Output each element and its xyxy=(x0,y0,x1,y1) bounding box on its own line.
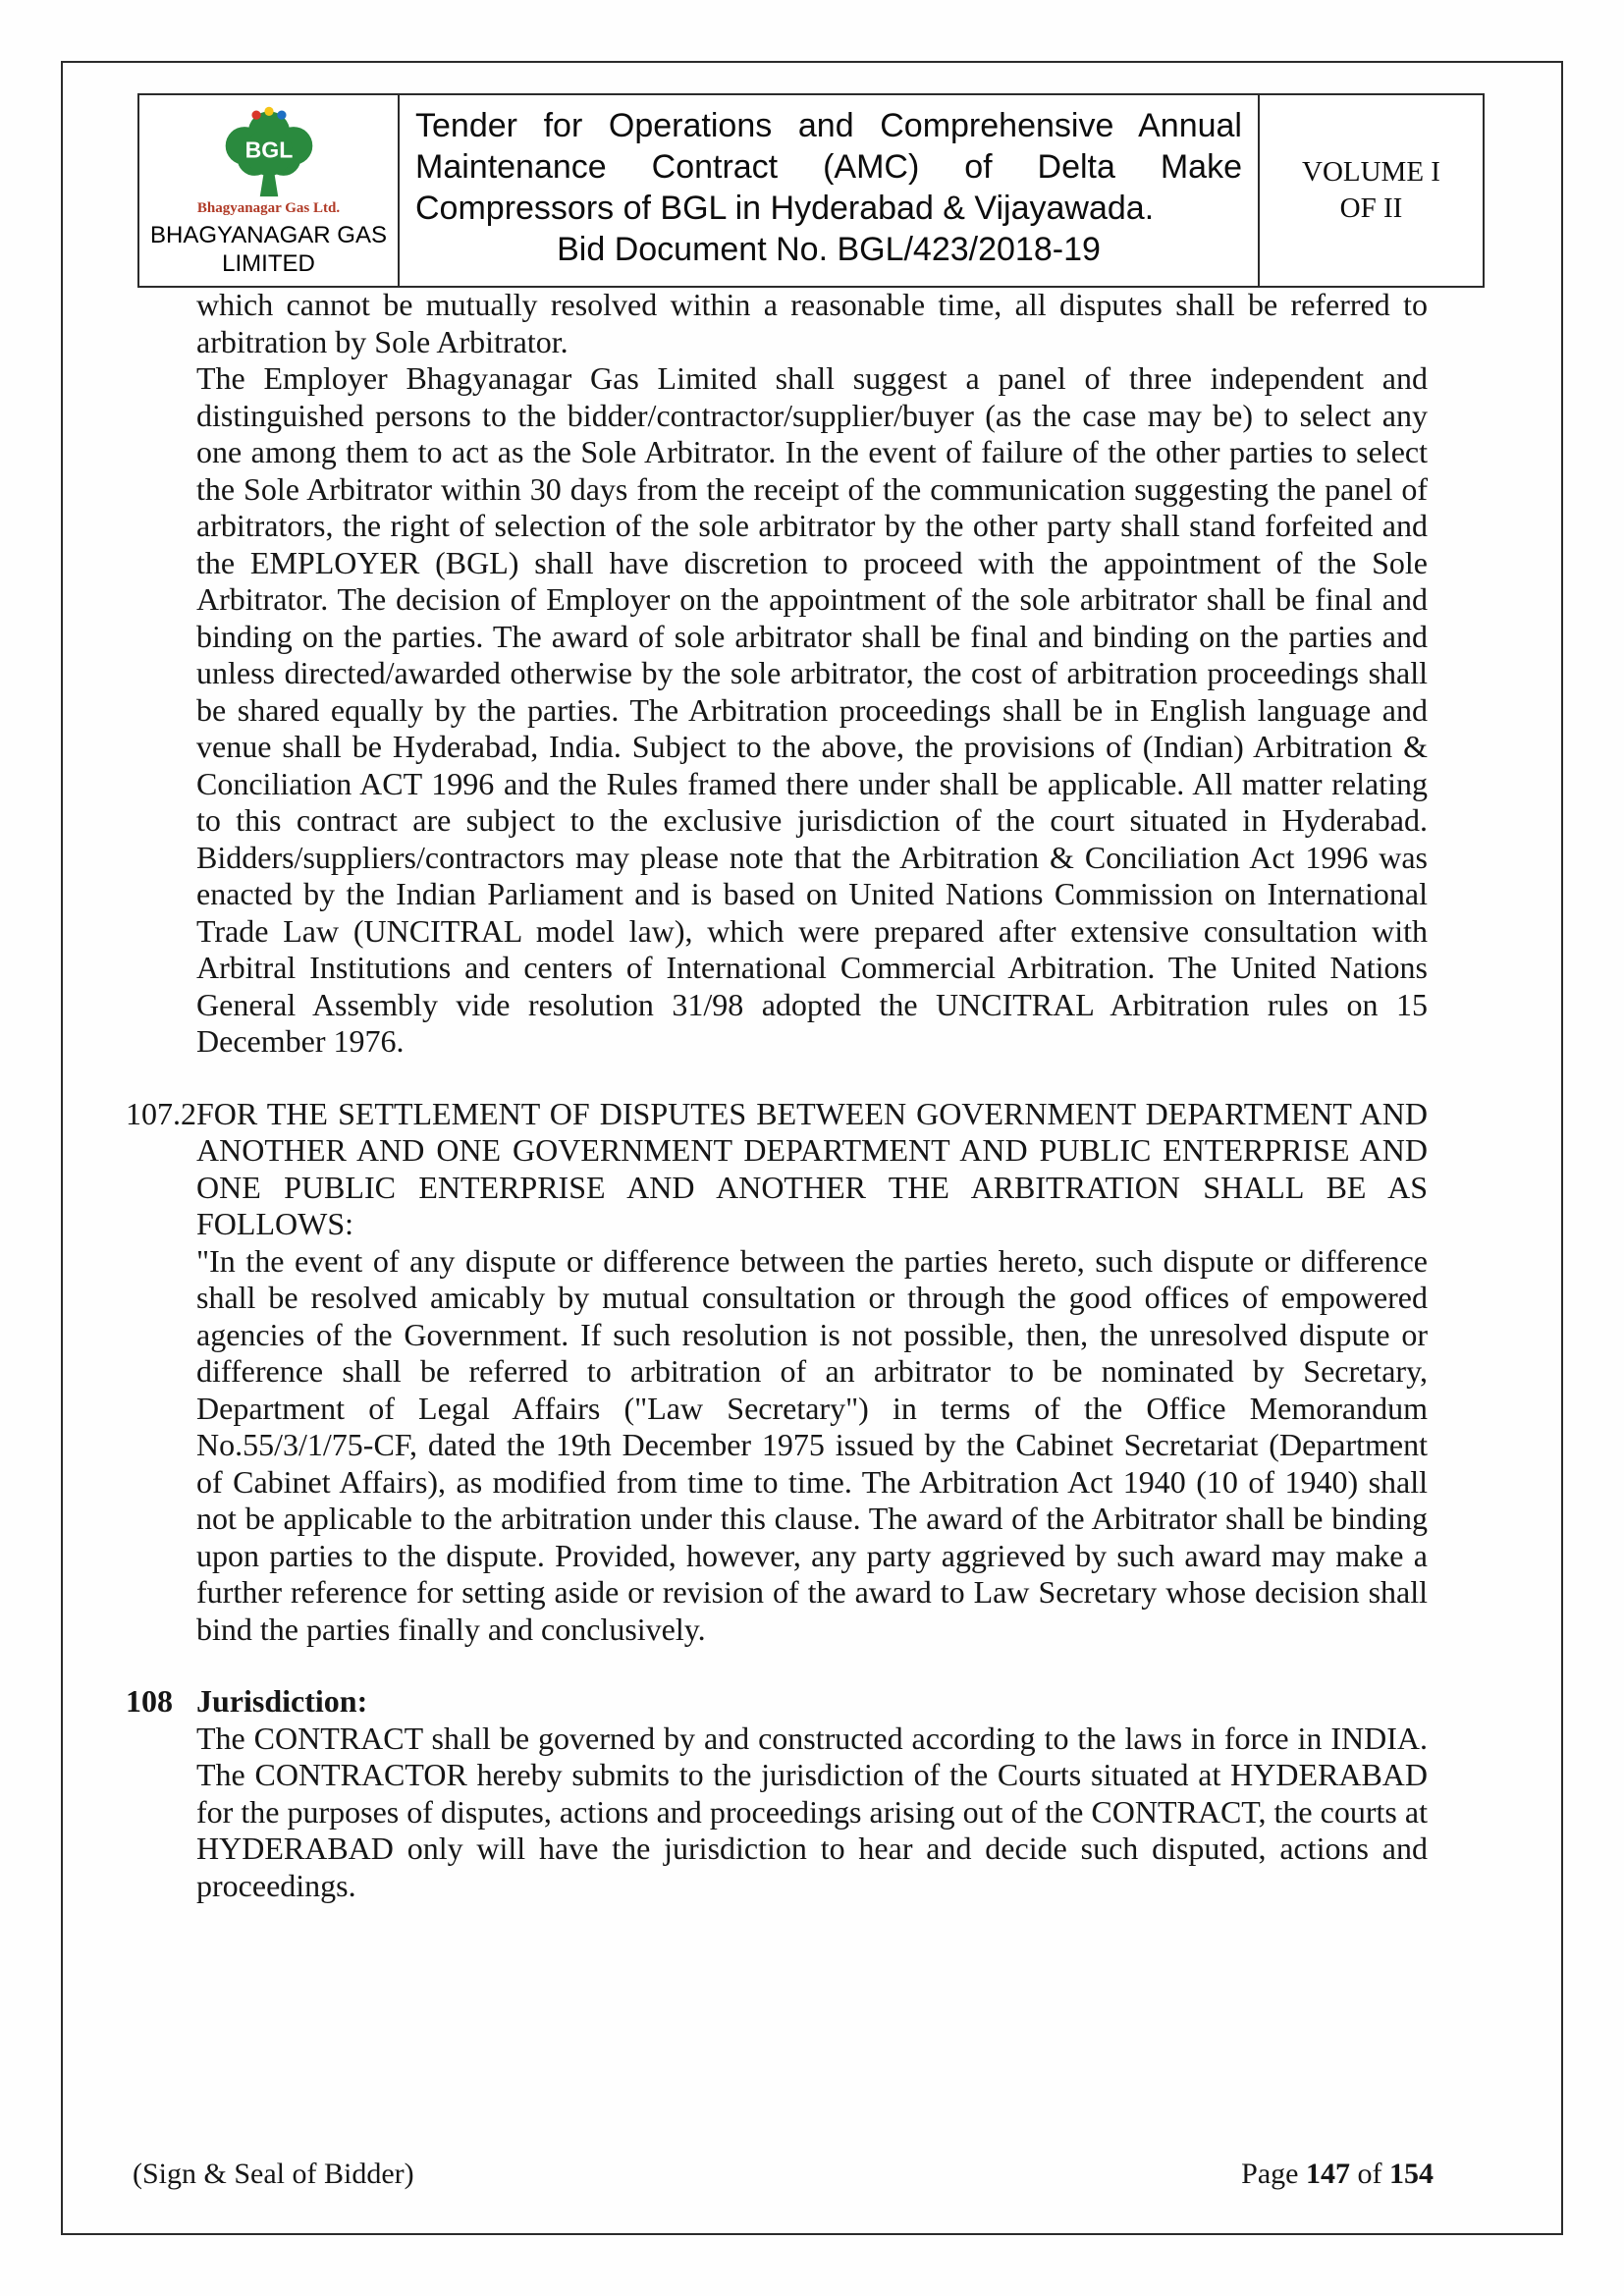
clause-paragraph: The CONTRACT shall be governed by and constructed according to the laws in force in INDIA. The CONTRACTOR hereby submits to the jurisdiction of the Courts situated at HYDERABAD for the purposes of disputes, actions and proceedings arising out of the CONTRACT, the courts at HYDERABAD only will have the jurisdiction to hear and decide such disputed, actions and proceedings. xyxy=(196,1720,1428,1903)
volume-line-1: VOLUME I xyxy=(1302,156,1440,188)
page-label: Page xyxy=(1241,2158,1299,2190)
page-indicator xyxy=(1241,2157,1434,2192)
paragraph-intro: which cannot be mutually resolved within a reasonable time, all disputes shall be referred to arbitration by Sole Arbitrator. xyxy=(196,287,1428,359)
header xyxy=(137,93,1485,288)
clause-heading: Jurisdiction: xyxy=(196,1683,368,1719)
clause-number: 108 xyxy=(126,1683,173,1719)
tender-title: Tender for Operations and Comprehensive Annual Maintenance Contract (AMC) of Delta Make Compressors of BGL in Hyderabad & Vijayawada. xyxy=(415,107,1242,227)
clause-paragraph: "In the event of any dispute or difference between the parties hereto, such dispute or difference shall be resolved amicably by mutual consultation or through the good offices of empowered agencies of the Government. If such resolution is not possible, then, the unresolved dispute or difference shall be referred to arbitration of an arbitrator to be nominated by Secretary, Department of Legal Affairs ("Law Secretary") in terms of the Office Memorandum No.55/3/1/75-CF, dated the 19th December 1975 issued by the Cabinet Secretariat (Department of Cabinet Affairs), as modified from time to time. The Arbitration Act 1940 (10 of 1940) shall not be applicable to the arbitration under this clause. The award of the Arbitrator shall be binding upon parties to the dispute. Provided, however, any party aggrieved by such award may make a further reference for setting aside or revision of the award to Law Secretary whose decision shall bind the parties finally and conclusively. xyxy=(196,1242,1428,1647)
clause-number: 107.2 xyxy=(126,1095,196,1131)
paragraph-arbitration: The Employer Bhagyanagar Gas Limited shall suggest a panel of three independent and distinguished persons to the bidder/contractor/supplier/buyer (as the case may be) to select any one among them to act as the Sole Arbitrator. In the event of failure of the other parties to select the Sole Arbitrator within 30 days from the receipt of the communication suggesting the panel of arbitrators, the right of selection of the sole arbitrator by the other party shall stand forfeited and the EMPLOYER (BGL) shall have discretion to proceed with the appointment of the Sole Arbitrator. The decision of Employer on the appointment of the sole arbitrator shall be final and binding on the parties. The award of sole arbitrator shall be final and binding on the parties and unless directed/awarded otherwise by the sole arbitrator, the cost of arbitration proceedings shall be shared equally by the parties. The Arbitration proceedings shall be in English language and venue shall be Hyderabad, India. Subject to the above, the provisions of (Indian) Arbitration & Conciliation ACT 1996 and the Rules framed there under shall be applicable. All matter relating to this contract are subject to the exclusive jurisdiction of the court situated in Hyderabad. Bidders/suppliers/contractors may please note that the Arbitration & Conciliation Act 1996 was enacted by the Indian Parliament and is based on United Nations Commission on International Trade Law (UNCITRAL model law), which were prepared after extensive consultation with Arbitral Institutions and centers of International Commercial Arbitration. The United Nations General Assembly vide resolution 31/98 adopted the UNCITRAL Arbitration rules on 15 December 1976. xyxy=(196,360,1428,1059)
sign-seal-label: (Sign & Seal of Bidder) xyxy=(133,2158,414,2190)
logo-flame-blue xyxy=(277,110,286,119)
logo-tagline: Bhagyanagar Gas Ltd. xyxy=(196,200,341,216)
clause-107-2 xyxy=(126,1095,1428,1649)
page-number: 147 xyxy=(1306,2158,1350,2190)
page-total: 154 xyxy=(1389,2158,1434,2190)
bid-document-number: Bid Document No. BGL/423/2018-19 xyxy=(557,231,1101,268)
company-name: BHAGYANAGAR GAS LIMITED xyxy=(150,222,387,277)
bgl-logo-icon xyxy=(210,103,328,199)
logo-flame-red xyxy=(251,110,260,119)
logo-cell xyxy=(139,95,400,286)
page-footer xyxy=(133,2157,1434,2192)
clause-heading: FOR THE SETTLEMENT OF DISPUTES BETWEEN GOVERNMENT DEPARTMENT AND ANOTHER AND ONE GOVERNMENT DEPARTMENT AND PUBLIC ENTERPRISE AND ONE PUBLIC ENTERPRISE AND ANOTHER THE ARBITRATION SHALL BE AS FOLLOWS: xyxy=(196,1095,1428,1241)
logo-monogram: BGL xyxy=(244,137,293,163)
logo-flame-yellow xyxy=(264,107,273,116)
document-body xyxy=(126,287,1428,1904)
volume-cell xyxy=(1260,95,1483,286)
of-label: of xyxy=(1357,2158,1382,2190)
volume-line-2: OF II xyxy=(1339,192,1403,224)
logo-tree-trunk xyxy=(259,174,277,196)
clause-108 xyxy=(126,1683,1428,1904)
title-cell xyxy=(400,95,1260,286)
